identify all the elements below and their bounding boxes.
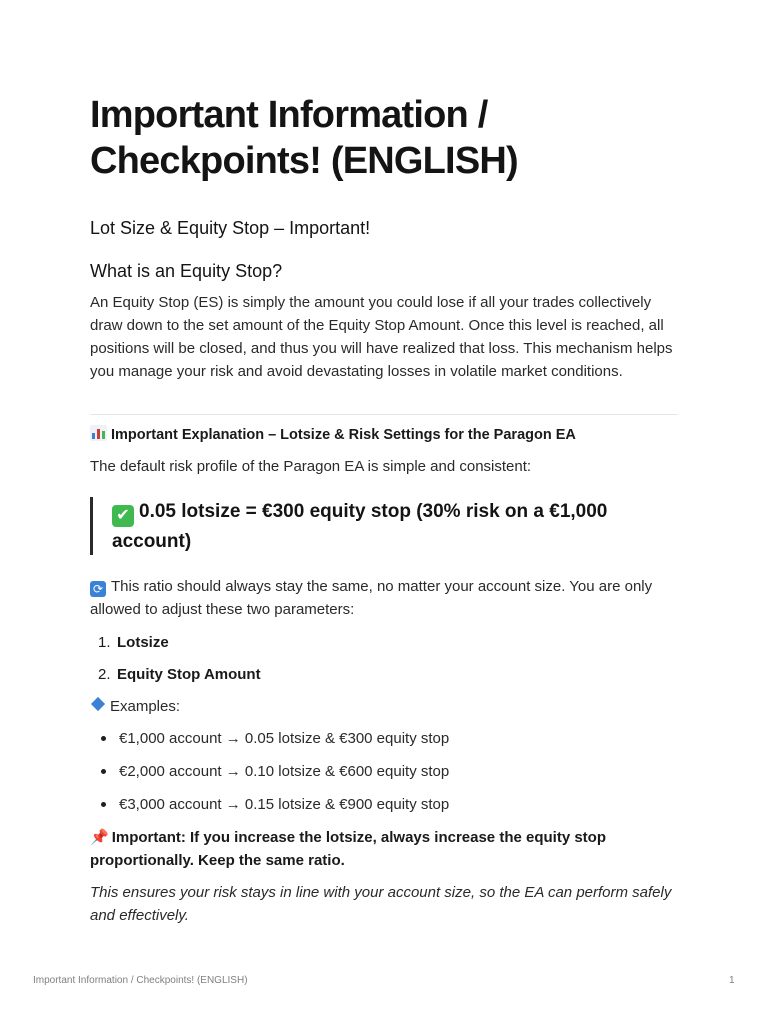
quote-line	[112, 497, 678, 556]
examples-label-text: Examples:	[110, 698, 181, 715]
example-text: €3,000 account → 0.15 lotsize & €900 equity stop	[119, 796, 450, 813]
list-item	[90, 664, 678, 696]
list-number: 2.	[98, 666, 111, 683]
ratio-note-text: This ratio should always stay the same, no matter your account size. You are only allowed to adjust these two parameters:	[90, 578, 653, 618]
repeat-icon: ⟳	[90, 581, 106, 597]
blue-diamond-icon	[91, 697, 105, 711]
list-number: 1.	[98, 634, 111, 651]
blockquote	[90, 497, 678, 555]
list-item	[90, 794, 678, 827]
list-item	[90, 728, 678, 761]
bullet-icon	[101, 769, 106, 774]
important-note	[90, 826, 678, 872]
subtitle: Lot Size & Equity Stop – Important!	[90, 218, 371, 238]
list-item-label: Equity Stop Amount	[117, 666, 261, 683]
footer-title: Important Information / Checkpoints! (ENGLISH)	[33, 975, 248, 986]
list-item	[90, 761, 678, 794]
check-mark-icon: ✔	[112, 505, 134, 527]
bar-chart-icon	[90, 425, 107, 441]
examples-label	[90, 696, 180, 718]
quote-text: 0.05 lotsize = €300 equity stop (30% risk on a €1,000 account)	[112, 501, 608, 552]
examples-list	[90, 728, 678, 827]
page-number: 1	[729, 975, 735, 986]
page-title: Important Information / Checkpoints! (ENGLISH)	[90, 94, 518, 182]
explanation-heading	[90, 424, 678, 446]
bullet-icon	[101, 736, 106, 741]
divider	[90, 414, 678, 415]
section-heading: What is an Equity Stop?	[90, 261, 283, 281]
example-text: €2,000 account → 0.10 lotsize & €600 equity stop	[119, 763, 450, 780]
pushpin-icon: 📌	[90, 829, 109, 846]
default-profile-text: The default risk profile of the Paragon EA is simple and consistent:	[90, 458, 532, 475]
list-item	[90, 632, 678, 664]
closing-note: This ensures your risk stays in line with your account size, so the EA can perform safely and effectively.	[90, 884, 672, 924]
intro-paragraph: An Equity Stop (ES) is simply the amount you could lose if all your trades collectively draw down to the set amount of the Equity Stop Amount. Once this level is reached, all positions will be closed, and thus you will have realized that loss. This mechanism helps you manage your risk and avoid devastating losses in volatile market conditions.	[90, 294, 673, 380]
bullet-icon	[101, 802, 106, 807]
list-item-label: Lotsize	[117, 634, 169, 651]
ratio-note	[90, 575, 678, 621]
example-text: €1,000 account → 0.05 lotsize & €300 equity stop	[119, 730, 450, 747]
explanation-heading-text: Important Explanation – Lotsize & Risk Settings for the Paragon EA	[111, 427, 576, 443]
important-note-text: Important: If you increase the lotsize, always increase the equity stop proportionally. Keep the same ratio.	[90, 829, 606, 869]
parameters-list	[90, 632, 678, 696]
